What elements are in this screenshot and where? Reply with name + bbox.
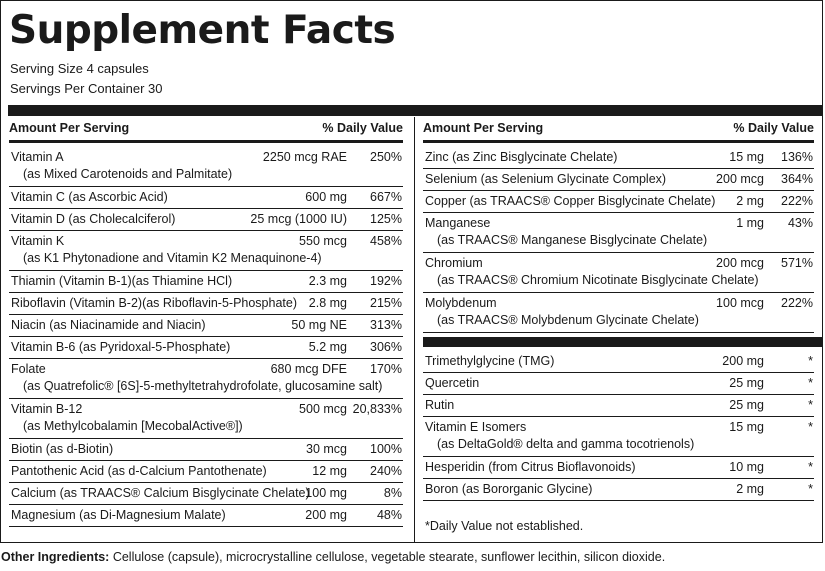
- nutrient-daily-value: 571%: [781, 256, 813, 270]
- nutrient-row: [423, 147, 814, 169]
- nutrient-daily-value: 667%: [370, 190, 402, 204]
- nutrient-name: Vitamin K: [11, 234, 65, 248]
- nutrient-daily-value: *: [808, 460, 813, 474]
- nutrient-row: [9, 315, 403, 337]
- nutrient-daily-value: 100%: [370, 442, 402, 456]
- nutrient-amount: 100 mg: [305, 486, 347, 500]
- nutrient-row: [9, 461, 403, 483]
- nutrient-row: [423, 395, 814, 417]
- nutrient-name: Vitamin A: [11, 150, 64, 164]
- nutrient-name: Vitamin E Isomers: [425, 420, 527, 434]
- serving-size: Serving Size 4 capsules: [10, 61, 149, 76]
- nutrient-daily-value: 222%: [781, 194, 813, 208]
- nutrient-daily-value: 313%: [370, 318, 402, 332]
- nutrient-daily-value: 192%: [370, 274, 402, 288]
- nutrient-source: (as TRAACS® Molybdenum Glycinate Chelate): [437, 313, 699, 327]
- nutrient-amount: 30 mcg: [306, 442, 347, 456]
- daily-value-label: % Daily Value: [322, 121, 403, 135]
- nutrient-row: [423, 213, 814, 253]
- nutrient-row: [9, 293, 403, 315]
- nutrient-amount: 2 mg: [736, 194, 764, 208]
- left-column-header: [9, 117, 403, 141]
- nutrient-name: Thiamin (Vitamin B-1)(as Thiamine HCl): [11, 274, 233, 288]
- nutrient-row: [423, 351, 814, 373]
- nutrient-daily-value: 20,833%: [352, 402, 402, 416]
- nutrient-name: Boron (as Bororganic Glycine): [425, 482, 593, 496]
- nutrient-source: (as DeltaGold® delta and gamma tocotrienols): [437, 437, 695, 451]
- nutrient-daily-value: 8%: [383, 486, 402, 500]
- nutrient-daily-value: *: [808, 482, 813, 496]
- nutrient-amount: 600 mg: [305, 190, 347, 204]
- nutrient-row: [9, 187, 403, 209]
- column-divider: [414, 117, 415, 543]
- nutrient-amount: 200 mcg: [716, 172, 764, 186]
- nutrient-name: Molybdenum: [425, 296, 497, 310]
- nutrient-row: [423, 479, 814, 501]
- nutrient-name: Hesperidin (from Citrus Bioflavonoids): [425, 460, 636, 474]
- nutrient-daily-value: 306%: [370, 340, 402, 354]
- nutrient-name: Magnesium (as Di-Magnesium Malate): [11, 508, 226, 522]
- nutrient-daily-value: *: [808, 376, 813, 390]
- nutrient-amount: 50 mg NE: [291, 318, 347, 332]
- nutrient-name: Quercetin: [425, 376, 480, 390]
- nutrient-name: Copper (as TRAACS® Copper Bisglycinate Chelate): [425, 194, 716, 208]
- nutrient-row: [9, 209, 403, 231]
- nutrient-source: (as Methylcobalamin [MecobalActive®]): [23, 419, 243, 433]
- nutrient-name: Pantothenic Acid (as d-Calcium Pantothenate): [11, 464, 267, 478]
- nutrient-name: Vitamin B-12: [11, 402, 83, 416]
- nutrient-amount: 200 mcg: [716, 256, 764, 270]
- nutrient-row: [423, 253, 814, 293]
- nutrient-daily-value: *: [808, 420, 813, 434]
- nutrient-amount: 25 mg: [729, 398, 764, 412]
- nutrient-row: [9, 439, 403, 461]
- nutrient-amount: 2 mg: [736, 482, 764, 496]
- nutrient-row: [423, 191, 814, 213]
- section-thick-rule: [423, 337, 822, 347]
- nutrient-row: [9, 399, 403, 439]
- nutrient-amount: 680 mcg DFE: [270, 362, 347, 376]
- nutrient-row: [9, 147, 403, 187]
- nutrient-name: Chromium: [425, 256, 483, 270]
- nutrient-amount: 25 mg: [729, 376, 764, 390]
- nutrient-row: [9, 483, 403, 505]
- other-ingredients-text: Cellulose (capsule), microcrystalline cellulose, vegetable stearate, sunflower lecithin, silicon dioxide.: [109, 550, 666, 564]
- nutrient-row: [423, 457, 814, 479]
- nutrient-name: Rutin: [425, 398, 455, 412]
- nutrient-name: Riboflavin (Vitamin B-2)(as Riboflavin-5-Phosphate): [11, 296, 298, 310]
- amount-per-serving-label: Amount Per Serving: [423, 121, 544, 135]
- nutrient-daily-value: 458%: [370, 234, 402, 248]
- nutrient-name: Manganese: [425, 216, 491, 230]
- nutrient-daily-value: *: [808, 398, 813, 412]
- nutrient-amount: 12 mg: [312, 464, 347, 478]
- nutrient-amount: 15 mg: [729, 150, 764, 164]
- nutrient-name: Biotin (as d-Biotin): [11, 442, 114, 456]
- nutrient-name: Vitamin B-6 (as Pyridoxal-5-Phosphate): [11, 340, 231, 354]
- nutrient-amount: 10 mg: [729, 460, 764, 474]
- nutrient-amount: 500 mcg: [299, 402, 347, 416]
- nutrient-name: Folate: [11, 362, 46, 376]
- nutrient-daily-value: 43%: [787, 216, 813, 230]
- nutrient-row: [9, 337, 403, 359]
- nutrient-daily-value: 125%: [370, 212, 402, 226]
- nutrient-row: [9, 231, 403, 271]
- nutrient-row: [423, 169, 814, 191]
- header-thick-rule: [8, 105, 823, 116]
- nutrient-daily-value: 170%: [370, 362, 402, 376]
- left-header-rule: [9, 140, 403, 143]
- nutrient-source: (as TRAACS® Chromium Nicotinate Bisglycinate Chelate): [437, 273, 759, 287]
- nutrient-source: (as Quatrefolic® [6S]-5-methyltetrahydrofolate, glucosamine salt): [23, 379, 383, 393]
- nutrient-name: Niacin (as Niacinamide and Niacin): [11, 318, 206, 332]
- nutrient-daily-value: 240%: [370, 464, 402, 478]
- nutrient-source: (as Mixed Carotenoids and Palmitate): [23, 167, 233, 181]
- nutrient-name: Zinc (as Zinc Bisglycinate Chelate): [425, 150, 618, 164]
- nutrient-amount: 5.2 mg: [308, 340, 347, 354]
- amount-per-serving-label: Amount Per Serving: [9, 121, 130, 135]
- nutrient-name: Trimethylglycine (TMG): [425, 354, 555, 368]
- nutrient-daily-value: 250%: [370, 150, 402, 164]
- nutrient-amount: 25 mcg (1000 IU): [250, 212, 347, 226]
- nutrient-amount: 1 mg: [736, 216, 764, 230]
- nutrient-daily-value: 215%: [370, 296, 402, 310]
- nutrient-daily-value: 222%: [781, 296, 813, 310]
- nutrient-row: [9, 271, 403, 293]
- nutrient-row: [9, 505, 403, 527]
- nutrient-amount: 15 mg: [729, 420, 764, 434]
- nutrient-amount: 2.3 mg: [308, 274, 347, 288]
- nutrient-row: [423, 293, 814, 333]
- nutrient-name: Calcium (as TRAACS® Calcium Bisglycinate Chelate): [11, 486, 310, 500]
- nutrient-source: (as TRAACS® Manganese Bisglycinate Chelate): [437, 233, 708, 247]
- right-nutrient-column: [423, 117, 814, 537]
- nutrient-amount: 200 mg: [305, 508, 347, 522]
- nutrient-amount: 2.8 mg: [308, 296, 347, 310]
- nutrient-daily-value: *: [808, 354, 813, 368]
- nutrient-amount: 2250 mcg RAE: [262, 150, 347, 164]
- nutrient-daily-value: 48%: [376, 508, 402, 522]
- nutrient-row: [423, 417, 814, 457]
- nutrient-name: Vitamin C (as Ascorbic Acid): [11, 190, 168, 204]
- other-ingredients: [1, 549, 665, 566]
- right-column-header: [423, 117, 814, 141]
- other-ingredients-label: Other Ingredients:: [1, 550, 110, 564]
- daily-value-label: % Daily Value: [733, 121, 814, 135]
- nutrient-source: (as K1 Phytonadione and Vitamin K2 Menaquinone-4): [23, 251, 322, 265]
- nutrient-row: [423, 373, 814, 395]
- nutrient-amount: 200 mg: [722, 354, 764, 368]
- right-header-rule: [423, 140, 814, 143]
- nutrient-amount: 100 mcg: [716, 296, 764, 310]
- left-nutrient-column: [9, 117, 403, 537]
- nutrient-daily-value: 136%: [781, 150, 813, 164]
- panel-title: Supplement Facts: [9, 8, 396, 53]
- nutrient-row: [9, 359, 403, 399]
- nutrient-amount: 550 mcg: [299, 234, 347, 248]
- servings-per-container: Servings Per Container 30: [10, 81, 163, 96]
- nutrient-name: Selenium (as Selenium Glycinate Complex): [425, 172, 667, 186]
- nutrient-daily-value: 364%: [781, 172, 813, 186]
- daily-value-footnote: *Daily Value not established.: [425, 519, 584, 533]
- nutrient-name: Vitamin D (as Cholecalciferol): [11, 212, 176, 226]
